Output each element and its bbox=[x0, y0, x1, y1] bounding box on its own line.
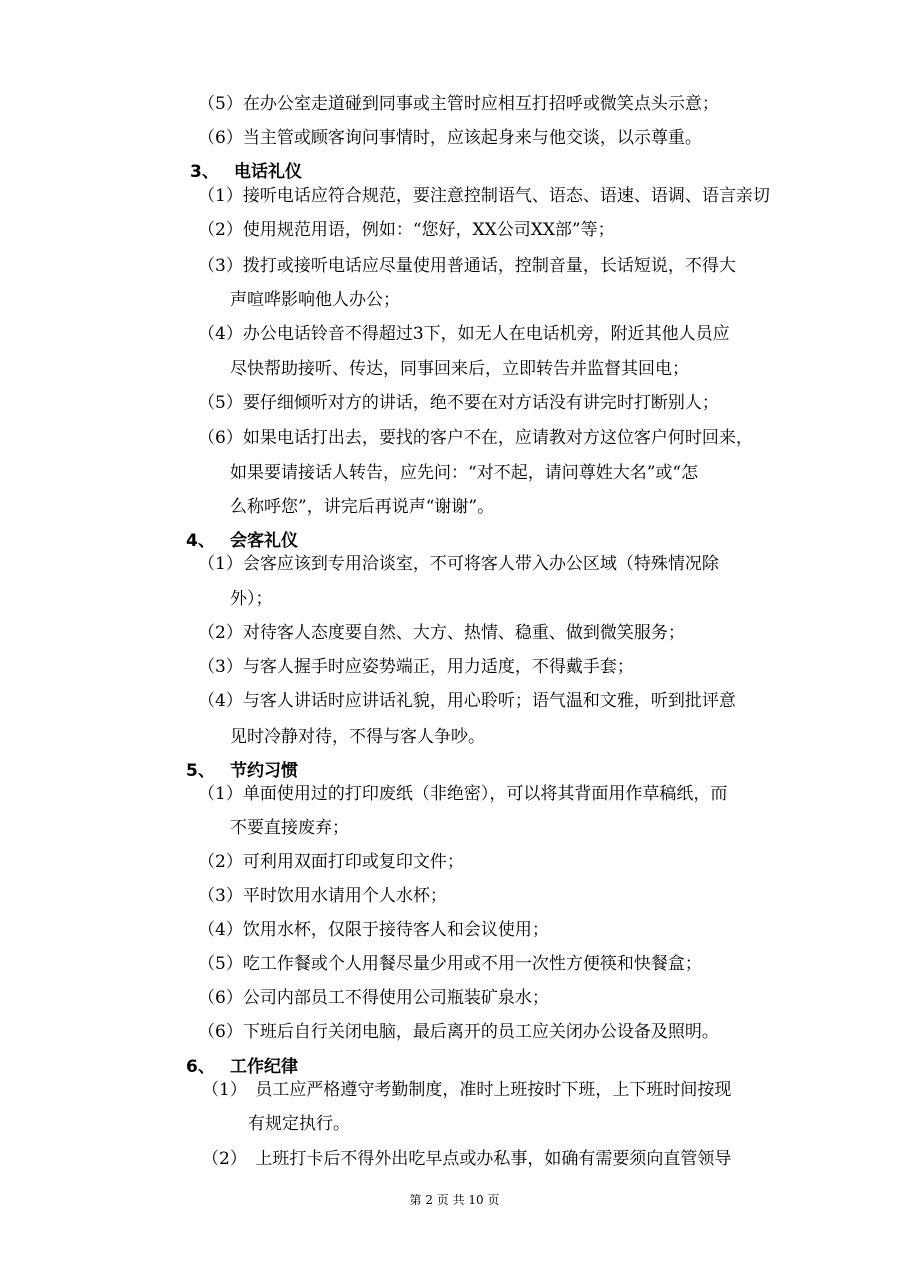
saving-item-6: （6）公司内部员工不得使用公司瓶装矿泉水； bbox=[198, 988, 549, 1008]
phone-item-4: （4）办公电话铃音不得超过3下，如无人在电话机旁，附近其他人员应 bbox=[198, 324, 730, 344]
section-number: 5、 bbox=[186, 761, 215, 781]
phone-item-5: （5）要仔细倾听对方的讲话，绝不要在对方话没有讲完时打断别人； bbox=[198, 393, 719, 413]
item-5-office: （5）在办公室走道碰到同事或主管时应相互打招呼或微笑点头示意； bbox=[198, 94, 719, 114]
phone-item-6-cont-2: 么称呼您”，讲完后再说声“谢谢”。 bbox=[230, 497, 495, 517]
phone-item-6: （6）如果电话打出去，要找的客户不在，应请教对方这位客户何时回来， bbox=[198, 428, 753, 448]
saving-item-1-cont: 不要直接废弃； bbox=[230, 818, 349, 838]
phone-item-3-cont: 声喧哗影响他人办公； bbox=[230, 290, 400, 310]
phone-item-2: （2）使用规范用语，例如：“您好，XX公司XX部”等； bbox=[198, 220, 615, 240]
discipline-item-1-cont: 有规定执行。 bbox=[248, 1114, 350, 1134]
item-6-respect: （6）当主管或顾客询问事情时，应该起身来与他交谈，以示尊重。 bbox=[198, 128, 702, 148]
section-heading-saving bbox=[186, 761, 298, 781]
section-heading-discipline bbox=[186, 1057, 298, 1077]
phone-item-3: （3）拨打或接听电话应尽量使用普通话，控制音量，长话短说，不得大 bbox=[198, 256, 736, 276]
section-heading-phone bbox=[190, 162, 302, 182]
visitor-item-1-cont: 外）； bbox=[230, 589, 273, 609]
saving-item-2: （2）可利用双面打印或复印文件； bbox=[198, 852, 464, 872]
saving-item-1: （1）单面使用过的打印废纸（非绝密），可以将其背面用作草稿纸，而 bbox=[198, 784, 728, 804]
saving-item-7: （6）下班后自行关闭电脑，最后离开的员工应关闭办公设备及照明。 bbox=[198, 1022, 719, 1042]
phone-item-1: （1）接听电话应符合规范，要注意控制语气、语态、语速、语调、语言亲切 bbox=[198, 186, 770, 206]
visitor-item-4: （4）与客人讲话时应讲话礼貌，用心聆听；语气温和文雅，听到批评意 bbox=[198, 691, 736, 711]
visitor-item-1: （1）会客应该到专用洽谈室，不可将客人带入办公区域（特殊情况除 bbox=[198, 554, 719, 574]
section-number: 3、 bbox=[190, 162, 219, 182]
visitor-item-3: （3）与客人握手时应姿势端正，用力适度，不得戴手套； bbox=[198, 657, 634, 677]
visitor-item-2: （2）对待客人态度要自然、大方、热情、稳重、做到微笑服务； bbox=[198, 623, 685, 643]
discipline-item-2: （2） 上班打卡后不得外出吃早点或办私事，如确有需要须向直管领导 bbox=[202, 1149, 732, 1169]
saving-item-5: （5）吃工作餐或个人用餐尽量少用或不用一次性方便筷和快餐盒； bbox=[198, 954, 702, 974]
section-number: 6、 bbox=[186, 1057, 215, 1077]
section-number: 4、 bbox=[186, 531, 215, 551]
phone-item-4-cont: 尽快帮助接听、传达，同事回来后，立即转告并监督其回电； bbox=[230, 359, 689, 379]
saving-item-3: （3）平时饮用水请用个人水杯； bbox=[198, 886, 447, 906]
section-title: 节约习惯 bbox=[230, 761, 298, 781]
section-title: 电话礼仪 bbox=[234, 162, 302, 182]
section-heading-visitor bbox=[186, 531, 298, 551]
phone-item-6-cont-1: 如果要请接话人转告，应先问：“对不起，请问尊姓大名”或“怎 bbox=[230, 463, 699, 483]
page-footer: 第 2 页 共 10 页 bbox=[409, 1193, 500, 1207]
section-title: 工作纪律 bbox=[230, 1057, 298, 1077]
section-title: 会客礼仪 bbox=[230, 531, 298, 551]
saving-item-4: （4）饮用水杯，仅限于接待客人和会议使用； bbox=[198, 920, 549, 940]
visitor-item-4-cont: 见时冷静对待，不得与客人争吵。 bbox=[230, 727, 485, 747]
discipline-item-1: （1） 员工应严格遵守考勤制度，准时上班按时下班，上下班时间按现 bbox=[202, 1080, 732, 1100]
